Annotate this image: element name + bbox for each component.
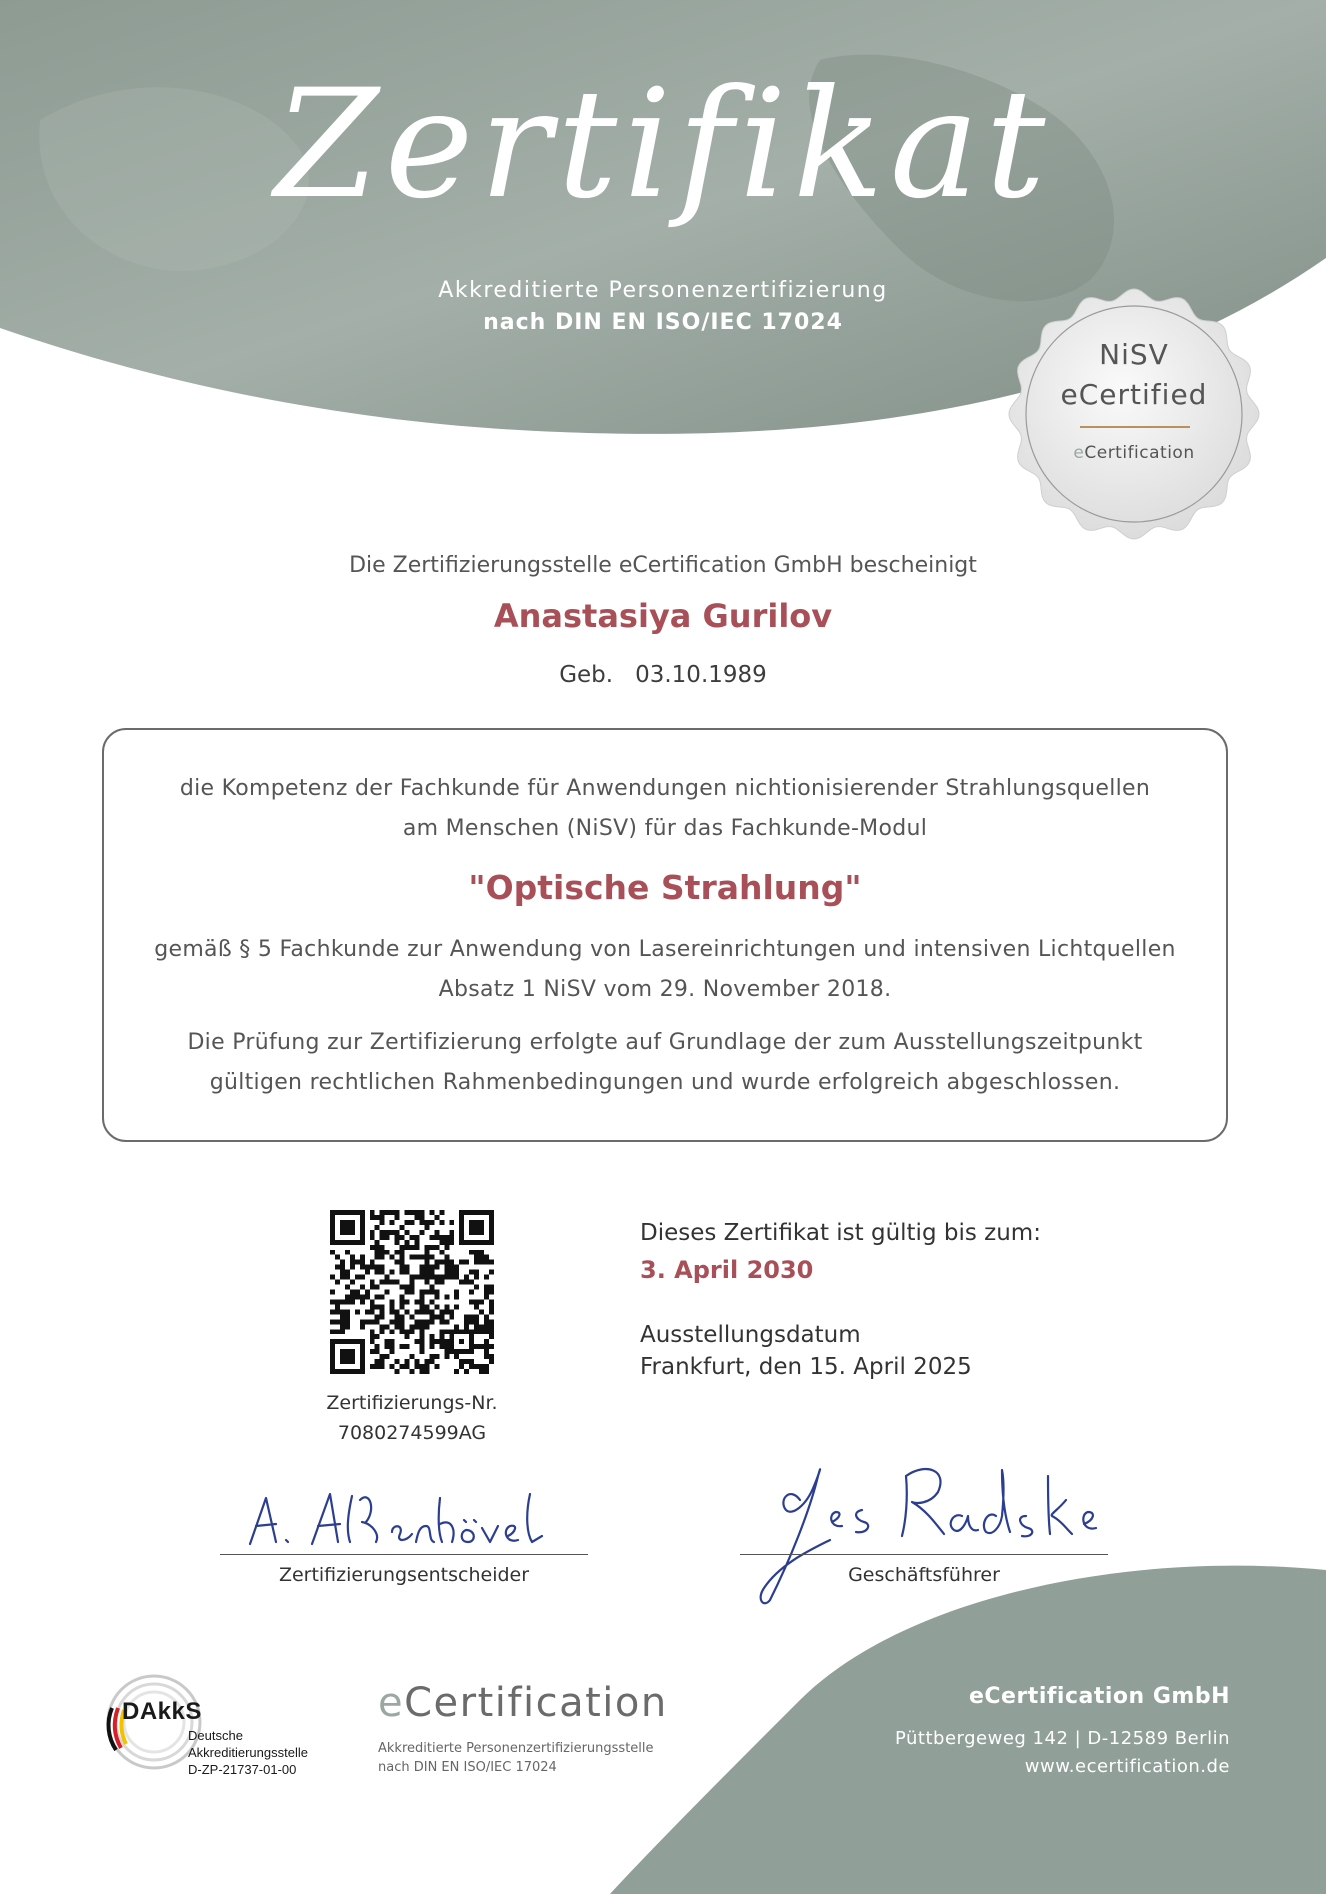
legal-basis-line-2: Absatz 1 NiSV vom 29. November 2018.	[438, 977, 892, 1002]
company-name: eCertification GmbH	[968, 1684, 1230, 1709]
issue-place-date: Frankfurt, den 15. April 2025	[640, 1354, 972, 1380]
ecertification-logo	[378, 1680, 668, 1726]
accreditation-standard: nach DIN EN ISO/IEC 17024	[483, 310, 843, 335]
ecertification-subline-1: Akkreditierte Personenzertifizierungsstelle	[378, 1741, 654, 1756]
cert-number-label: Zertifizierungs-Nr.	[326, 1392, 498, 1414]
seal-ecertified-text: eCertified	[1060, 378, 1208, 411]
exam-note-line-1: Die Prüfung zur Zertifizierung erfolgte auf Grundlage der zum Ausstellungszeitpunkt	[187, 1030, 1143, 1055]
validity-date: 3. April 2030	[640, 1256, 814, 1284]
issuer-statement: Die Zertifizierungsstelle eCertification GmbH bescheinigt	[349, 553, 977, 578]
birth-label: Geb.	[559, 662, 614, 688]
module-name: "Optische Strahlung"	[468, 868, 862, 907]
company-website[interactable]: www.ecertification.de	[1024, 1756, 1230, 1777]
ecertification-subline-2: nach DIN EN ISO/IEC 17024	[378, 1760, 557, 1775]
company-address: Püttbergeweg 142 | D-12589 Berlin	[894, 1728, 1230, 1749]
competence-line-1: die Kompetenz der Fachkunde für Anwendungen nichtionisierender Strahlungsquellen	[179, 776, 1151, 801]
issue-date-label: Ausstellungsdatum	[640, 1322, 861, 1348]
dakks-registration: D-ZP-21737-01-00	[188, 1762, 297, 1777]
signature-left	[220, 1470, 590, 1560]
dakks-line-2: Akkreditierungsstelle	[188, 1745, 308, 1760]
exam-note-line-2: gültigen rechtlichen Rahmenbedingungen und wurde erfolgreich abgeschlossen.	[209, 1070, 1121, 1095]
seal-brand-e: e	[1073, 443, 1085, 463]
cert-number: 7080274599AG	[337, 1422, 487, 1444]
certificate-title: Zertifikat	[274, 58, 1052, 232]
qr-code[interactable]	[330, 1210, 494, 1374]
validity-label: Dieses Zertifikat ist gültig bis zum:	[640, 1220, 1041, 1246]
dakks-name: DAkkS	[122, 1698, 202, 1725]
ecertification-logo-rest: Certification	[404, 1680, 668, 1726]
signature-caption-right: Geschäftsführer	[848, 1564, 1000, 1586]
signature-line-right	[740, 1554, 1108, 1555]
signature-line-left	[220, 1554, 588, 1555]
competence-line-2: am Menschen (NiSV) für das Fachkunde-Modul	[402, 816, 928, 841]
seal-brand-text	[1008, 443, 1260, 463]
legal-basis-line-1: gemäß § 5 Fachkunde zur Anwendung von Lasereinrichtungen und intensiven Lichtquellen	[154, 937, 1176, 962]
signature-caption-left: Zertifizierungsentscheider	[278, 1564, 530, 1586]
ecertification-logo-e: e	[378, 1680, 405, 1726]
seal-brand-rest: Certification	[1084, 443, 1195, 463]
birth-date: 03.10.1989	[635, 662, 767, 688]
certification-seal	[1008, 288, 1268, 548]
dakks-line-1: Deutsche	[188, 1728, 243, 1743]
birth-info	[0, 662, 1326, 688]
holder-name: Anastasiya Gurilov	[493, 597, 833, 635]
seal-nisv-text: NiSV	[1099, 338, 1169, 371]
seal-divider	[1080, 426, 1190, 428]
accreditation-subtitle: Akkreditierte Personenzertifizierung	[438, 278, 888, 303]
